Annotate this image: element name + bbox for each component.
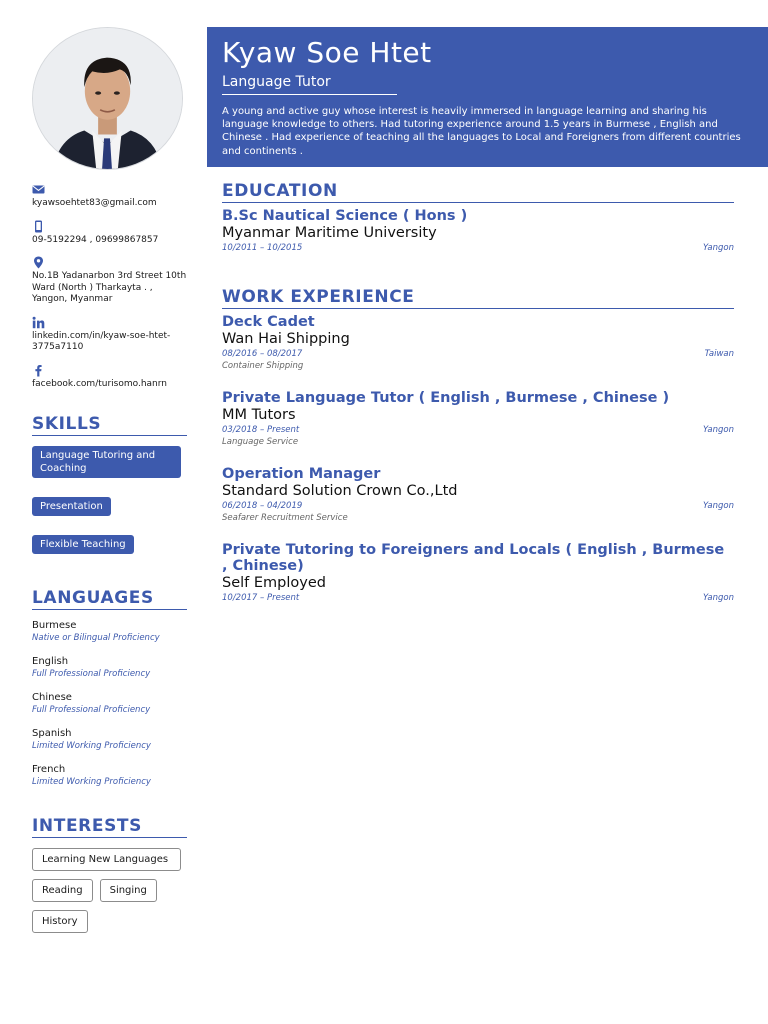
phone-icon	[32, 220, 45, 233]
education-title: EDUCATION	[222, 181, 734, 203]
education-entry	[222, 208, 734, 255]
facebook-icon	[32, 364, 45, 377]
contact-email[interactable]	[32, 183, 188, 210]
person-portrait-icon	[33, 28, 182, 169]
address-text: No.1B Yadanarbon 3rd Street 10th Ward (North ) Tharkayta . , Yangon, Myanmar	[32, 271, 187, 304]
work-entry	[222, 314, 734, 372]
contact-facebook[interactable]	[32, 364, 188, 391]
entry-location: Yangon	[703, 243, 734, 253]
interest-tag: Learning New Languages	[32, 848, 181, 871]
language-level: Limited Working Proficiency	[32, 741, 151, 751]
interests-title: INTERESTS	[32, 816, 187, 838]
entry-location: Taiwan	[704, 349, 734, 359]
entry-description: Seafarer Recruitment Service	[222, 513, 348, 523]
contact-address	[32, 256, 188, 306]
interest-tag: Reading	[32, 879, 93, 902]
entry-description: Container Shipping	[222, 361, 304, 371]
employer-name: Standard Solution Crown Co.,Ltd	[222, 483, 458, 499]
language-level: Full Professional Proficiency	[32, 669, 151, 679]
entry-description: Language Service	[222, 437, 299, 447]
entry-dates: 10/2011 – 10/2015	[222, 243, 303, 253]
languages-section	[32, 588, 188, 788]
degree-title: B.Sc Nautical Science ( Hons )	[222, 208, 468, 224]
entry-meta	[222, 500, 734, 513]
facebook-text: facebook.com/turisomo.hanrn	[32, 378, 167, 389]
left-column	[32, 183, 188, 941]
location-icon	[32, 256, 45, 269]
language-item	[32, 656, 188, 680]
language-name: French	[32, 764, 66, 775]
language-level: Native or Bilingual Proficiency	[32, 633, 160, 643]
entry-location: Yangon	[703, 425, 734, 435]
language-level: Limited Working Proficiency	[32, 777, 151, 787]
language-item	[32, 620, 188, 644]
job-title: Private Tutoring to Foreigners and Locals ( English , Burmese , Chinese)	[222, 542, 725, 574]
entry-meta	[222, 592, 734, 605]
skills-title: SKILLS	[32, 414, 187, 436]
contact-phone[interactable]	[32, 220, 188, 247]
interest-tag: History	[32, 910, 88, 933]
language-item	[32, 764, 188, 788]
candidate-role: Language Tutor	[222, 73, 397, 95]
entry-dates: 08/2016 – 08/2017	[222, 349, 303, 359]
interests-list	[32, 848, 188, 941]
profile-photo	[32, 27, 183, 170]
entry-meta	[222, 348, 734, 361]
work-entry	[222, 390, 734, 448]
languages-title: LANGUAGES	[32, 588, 187, 610]
work-entry	[222, 466, 734, 524]
language-name: Spanish	[32, 728, 72, 739]
job-title: Deck Cadet	[222, 314, 315, 330]
job-title: Private Language Tutor ( English , Burmese , Chinese )	[222, 390, 670, 406]
skill-tag: Language Tutoring and Coaching	[32, 446, 181, 478]
entry-dates: 03/2018 – Present	[222, 425, 300, 435]
contact-linkedin[interactable]	[32, 316, 188, 354]
entry-dates: 10/2017 – Present	[222, 593, 300, 603]
header-banner	[207, 27, 768, 167]
right-column	[222, 181, 734, 623]
entry-dates: 06/2018 – 04/2019	[222, 501, 303, 511]
job-title: Operation Manager	[222, 466, 381, 482]
linkedin-icon	[32, 316, 45, 329]
language-name: English	[32, 656, 69, 667]
language-item	[32, 728, 188, 752]
work-section	[222, 287, 734, 605]
candidate-name: Kyaw Soe Htet	[222, 36, 432, 69]
email-text: kyawsoehtet83@gmail.com	[32, 198, 157, 208]
work-title: WORK EXPERIENCE	[222, 287, 734, 309]
language-level: Full Professional Proficiency	[32, 705, 151, 715]
phone-text: 09-5192294 , 09699867857	[32, 234, 159, 245]
skill-tag: Presentation	[32, 497, 111, 516]
language-name: Burmese	[32, 620, 77, 631]
entry-meta	[222, 424, 734, 437]
skill-tag: Flexible Teaching	[32, 535, 134, 554]
school-name: Myanmar Maritime University	[222, 225, 437, 241]
entry-location: Yangon	[703, 593, 734, 603]
language-name: Chinese	[32, 692, 72, 703]
employer-name: Wan Hai Shipping	[222, 331, 350, 347]
entry-meta	[222, 242, 734, 255]
education-section	[222, 181, 734, 255]
work-entry	[222, 542, 734, 605]
skills-section	[32, 414, 188, 554]
email-icon	[32, 183, 45, 196]
language-item	[32, 692, 188, 716]
linkedin-text: linkedin.com/in/kyaw-soe-htet-3775a7110	[32, 330, 171, 352]
employer-name: MM Tutors	[222, 407, 296, 423]
entry-location: Yangon	[703, 501, 734, 511]
profile-summary: A young and active guy whose interest is heavily immersed in language learning and sharing his language knowledge to others. Had tutoring experience around 1.5 years in Burmese , English and Chinese . Had experience of teaching all the languages to Local and Foreigners from different countries and continents .	[222, 106, 741, 157]
interest-tag: Singing	[100, 879, 157, 902]
employer-name: Self Employed	[222, 575, 326, 591]
interests-section	[32, 816, 188, 941]
